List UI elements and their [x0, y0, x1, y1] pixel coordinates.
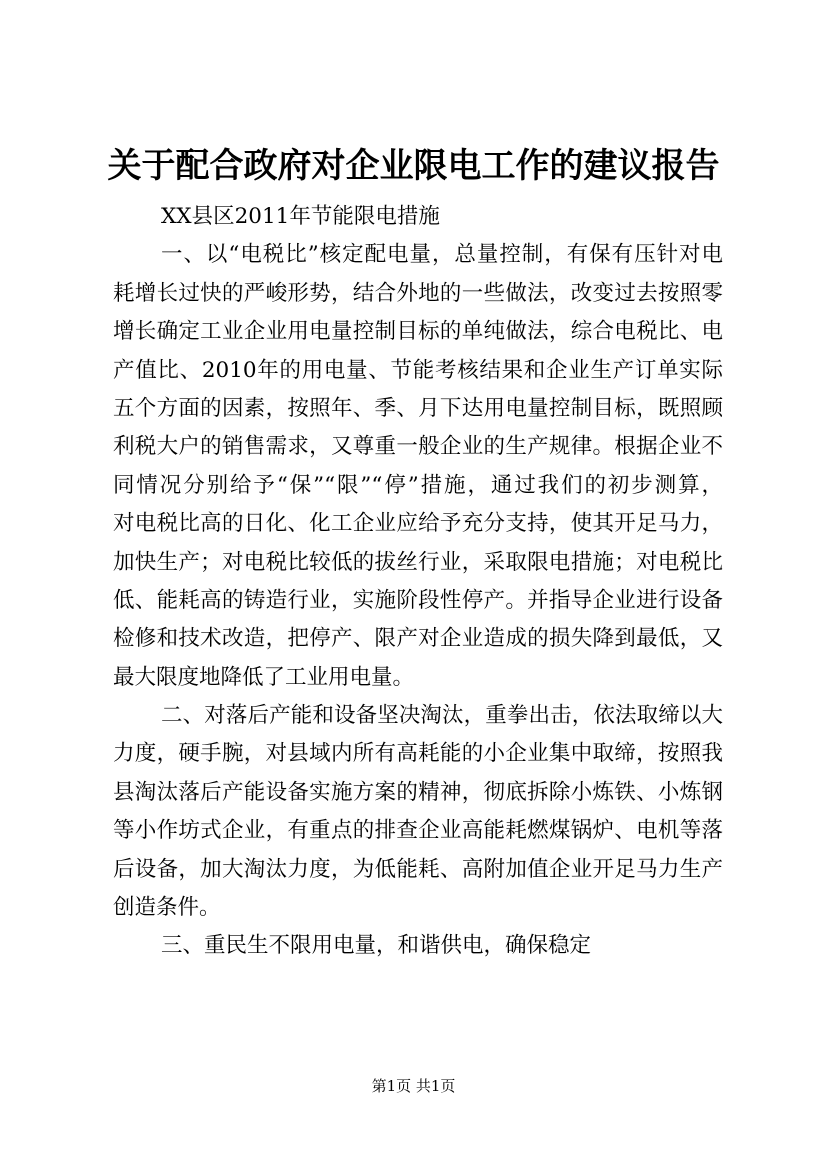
paragraph-2-line: 后设备，加大淘汰力度，为低能耗、高附加值企业开足马力生产 — [113, 856, 723, 882]
paragraph-1-line: 检修和技术改造，把停产、限产对企业造成的损失降到最低，又 — [113, 626, 723, 652]
paragraph-2-line: 二、对落后产能和设备坚决淘汰，重拳出击，依法取缔以大 — [161, 703, 723, 729]
paragraph-2-line: 创造条件。 — [113, 895, 221, 921]
paragraph-1-line: 加快生产；对电税比较低的拔丝行业，采取限电措施；对电税比 — [113, 549, 723, 575]
paragraph-3-line: 三、重民生不限用电量，和谐供电，确保稳定 — [161, 933, 592, 959]
paragraph-2-line: 等小作坊式企业，有重点的排查企业高能耗燃煤锅炉、电机等落 — [113, 818, 723, 844]
paragraph-1-line: 产值比、2010年的用电量、节能考核结果和企业生产订单实际 — [113, 357, 723, 383]
paragraph-1-line: 一、以“电税比”核定配电量，总量控制，有保有压针对电 — [161, 242, 723, 268]
paragraph-1-line: 低、能耗高的铸造行业，实施阶段性停产。并指导企业进行设备 — [113, 587, 723, 613]
page-footer: 第1页 共1页 — [371, 1077, 456, 1095]
paragraph-1-line: 耗增长过快的严峻形势，结合外地的一些做法，改变过去按照零 — [113, 280, 723, 306]
paragraph-1-line: 增长确定工业企业用电量控制目标的单纯做法，综合电税比、电 — [113, 319, 723, 345]
paragraph-1-line: 最大限度地降低了工业用电量。 — [113, 664, 415, 690]
subtitle-line: XX县区2011年节能限电措施 — [161, 204, 440, 229]
paragraph-1-line: 对电税比高的日化、化工企业应给予充分支持，使其开足马力， — [113, 511, 723, 537]
paragraph-1-line: 利税大户的销售需求，又尊重一般企业的生产规律。根据企业不 — [113, 434, 723, 460]
paragraph-1-line: 五个方面的因素，按照年、季、月下达用电量控制目标，既照顾 — [113, 395, 723, 421]
paragraph-1-line: 同情况分别给予“保”“限”“停”措施，通过我们的初步测算， — [113, 472, 723, 498]
paragraph-2-line: 力度，硬手腕，对县域内所有高耗能的小企业集中取缔，按照我 — [113, 741, 723, 767]
document-title: 关于配合政府对企业限电工作的建议报告 — [107, 146, 720, 186]
document-body — [113, 198, 723, 966]
paragraph-2-line: 县淘汰落后产能设备实施方案的精神，彻底拆除小炼铁、小炼钢 — [113, 779, 723, 805]
